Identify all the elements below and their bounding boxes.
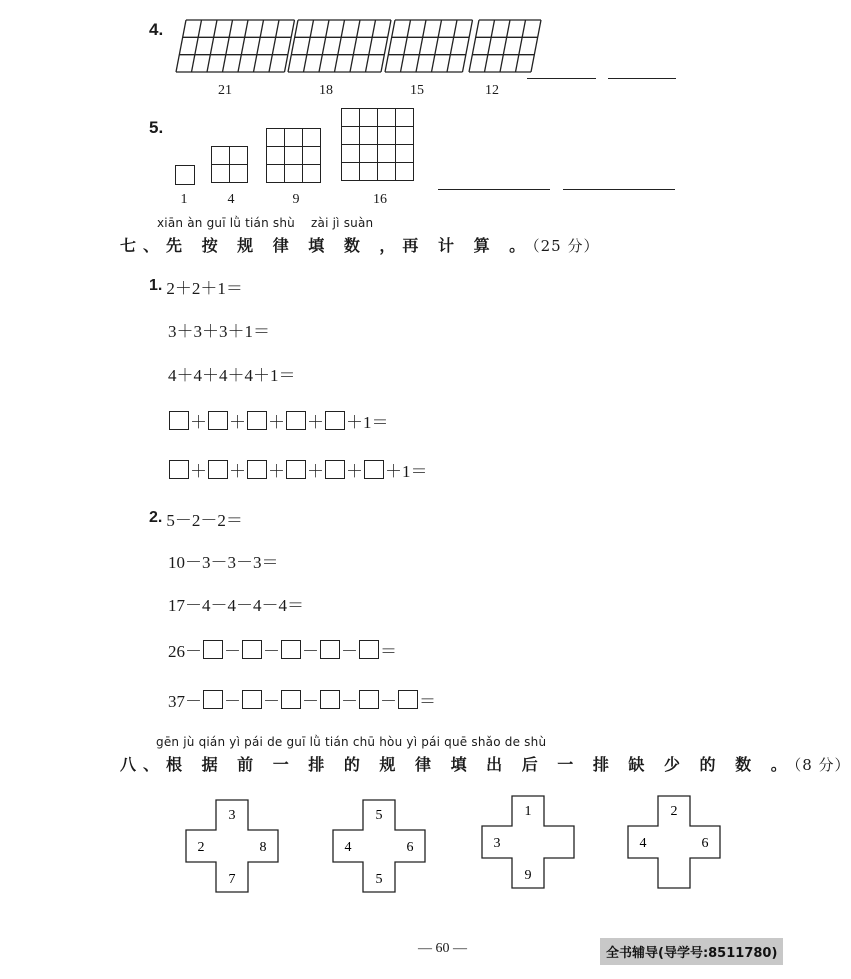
q4-grid-line	[366, 20, 376, 72]
s7-sub1-number: 1.	[149, 277, 163, 294]
page-number: — 60 —	[418, 941, 467, 956]
q4-caption-1: 21	[218, 83, 232, 98]
fill-box[interactable]	[242, 640, 262, 659]
fill-box[interactable]	[208, 411, 228, 430]
section7-pinyin: xiān àn guī lǜ tián shù zài jì suàn	[157, 216, 374, 230]
minus-sign: －	[341, 691, 358, 711]
q4-grid-line	[254, 20, 264, 72]
section7-title: 七、先 按 规 律 填 数 ，再 计 算 。	[120, 236, 533, 255]
s7-line-6	[149, 507, 243, 529]
q4-grid-line	[192, 20, 202, 72]
cross-1-right: 8	[259, 840, 267, 855]
minus-sign: －	[263, 691, 280, 711]
plus-sign: ＋	[229, 461, 246, 481]
cross-puzzle-2	[332, 799, 426, 893]
q4-answer-blank-2[interactable]	[608, 78, 676, 79]
cross-1-bottom: 7	[228, 872, 236, 887]
q4-grid-line	[401, 20, 411, 72]
plus-sign: ＋	[268, 461, 285, 481]
q4-grid-line	[516, 20, 526, 72]
q4-grid-line	[319, 20, 329, 72]
s7-line-4	[168, 409, 389, 431]
q5-grid-4x4	[341, 108, 414, 181]
cross-4-right: 6	[701, 836, 709, 851]
fill-box[interactable]	[169, 460, 189, 479]
s7-expr: 2＋2＋1＝	[166, 278, 243, 298]
q4-grid-line	[176, 20, 186, 72]
fill-box[interactable]	[286, 411, 306, 430]
q4-grid-line	[447, 20, 457, 72]
cross-2-top: 5	[375, 808, 383, 823]
section7-heading	[120, 233, 600, 256]
q5-answer-blank-1[interactable]	[438, 189, 550, 190]
s7-line-7	[168, 549, 279, 571]
minus-sign: －	[224, 641, 241, 661]
start-expr: 26－	[168, 641, 202, 661]
fill-box[interactable]	[325, 411, 345, 430]
q4-grid-line	[238, 20, 248, 72]
minus-sign: －	[341, 641, 358, 661]
fill-box[interactable]	[281, 640, 301, 659]
section8-heading	[120, 752, 851, 775]
minus-sign: －	[380, 691, 397, 711]
fill-box[interactable]	[325, 460, 345, 479]
s7-line-9	[168, 638, 397, 660]
cross-1-top: 3	[228, 808, 236, 823]
q4-grid-line	[350, 20, 360, 72]
fill-box[interactable]	[320, 690, 340, 709]
fill-box[interactable]	[169, 411, 189, 430]
minus-sign: －	[263, 641, 280, 661]
cross-puzzle-3[interactable]	[481, 795, 575, 889]
fill-box[interactable]	[359, 690, 379, 709]
q5-grid-1x1	[175, 165, 195, 185]
q4-grid-line	[531, 20, 541, 72]
s7-line-2	[168, 318, 270, 340]
plus-sign: ＋	[190, 461, 207, 481]
start-expr: 37－	[168, 691, 202, 711]
s7-expr: 17－4－4－4－4＝	[168, 595, 304, 615]
s7-line-3	[168, 362, 296, 384]
fill-box[interactable]	[247, 460, 267, 479]
cross-2-bottom: 5	[375, 872, 383, 887]
s7-expr: 4＋4＋4＋4＋1＝	[168, 365, 296, 385]
cross-puzzle-4[interactable]	[627, 795, 721, 889]
fill-box[interactable]	[320, 640, 340, 659]
q4-grid-line	[416, 20, 426, 72]
section8-score: （8 分）	[793, 756, 851, 774]
tail-expr: ＋1＝	[385, 461, 428, 481]
cross-2-left: 4	[344, 840, 352, 855]
footer-badge: 全书辅导(导学号:8511780)	[600, 938, 783, 965]
minus-sign: －	[302, 691, 319, 711]
q4-grid-line	[304, 20, 314, 72]
minus-sign: －	[302, 641, 319, 661]
plus-sign: ＋	[307, 412, 324, 432]
q5-answer-blank-2[interactable]	[563, 189, 675, 190]
section8-title: 八、根 据 前 一 排 的 规 律 填 出 后 一 排 缺 少 的 数 。	[120, 755, 794, 774]
q4-caption-2: 18	[319, 83, 333, 98]
q4-number: 4.	[149, 20, 164, 39]
fill-box[interactable]	[359, 640, 379, 659]
s7-line-1	[149, 275, 243, 297]
s7-expr: 10－3－3－3＝	[168, 552, 279, 572]
fill-box[interactable]	[208, 460, 228, 479]
section8-pinyin: gēn jù qián yì pái de guī lǜ tián chū hòu yì pái quē shǎo de shù	[156, 735, 547, 749]
fill-box[interactable]	[286, 460, 306, 479]
cross-3-left: 3	[493, 836, 501, 851]
cross-4-top: 2	[670, 804, 678, 819]
q4-grid-line	[223, 20, 233, 72]
plus-sign: ＋	[190, 412, 207, 432]
cross-2-right: 6	[406, 840, 414, 855]
s7-line-8	[168, 592, 304, 614]
s7-line-10	[168, 688, 436, 710]
section7-score: （25 分）	[532, 237, 600, 255]
s7-expr: 5－2－2＝	[166, 510, 243, 530]
fill-box[interactable]	[203, 690, 223, 709]
fill-box[interactable]	[398, 690, 418, 709]
q4-answer-blank-1[interactable]	[527, 78, 596, 79]
q5-caption-2: 4	[227, 192, 235, 207]
q4-grid-line	[485, 20, 495, 72]
q4-grid-line	[269, 20, 279, 72]
q5-number: 5.	[149, 118, 164, 137]
fill-box[interactable]	[281, 690, 301, 709]
s7-line-5	[168, 458, 428, 480]
q4-caption-3: 15	[410, 83, 424, 98]
cross-3-top: 1	[524, 804, 532, 819]
q4-grid-line	[335, 20, 345, 72]
q5-grid-3x3	[266, 128, 321, 183]
equals-sign: ＝	[419, 691, 436, 711]
q5-grid-2x2	[211, 146, 248, 183]
plus-sign: ＋	[346, 461, 363, 481]
cross-1-left: 2	[197, 840, 205, 855]
cross-puzzle-1	[185, 799, 279, 893]
equals-sign: ＝	[380, 641, 397, 661]
q5-caption-4: 16	[373, 192, 387, 207]
plus-sign: ＋	[307, 461, 324, 481]
plus-sign: ＋	[229, 412, 246, 432]
q4-caption-4: 12	[485, 83, 499, 98]
plus-sign: ＋	[268, 412, 285, 432]
fill-box[interactable]	[203, 640, 223, 659]
fill-box[interactable]	[242, 690, 262, 709]
q4-grid-line	[500, 20, 510, 72]
s7-sub2-number: 2.	[149, 509, 163, 526]
q4-grid-line	[207, 20, 217, 72]
minus-sign: －	[224, 691, 241, 711]
tail-expr: ＋1＝	[346, 412, 389, 432]
q5-caption-3: 9	[292, 192, 300, 207]
fill-box[interactable]	[364, 460, 384, 479]
cross-3-bottom: 9	[524, 868, 532, 883]
q5-caption-1: 1	[180, 192, 188, 207]
s7-expr: 3＋3＋3＋1＝	[168, 321, 270, 341]
q4-grid-line	[432, 20, 442, 72]
fill-box[interactable]	[247, 411, 267, 430]
cross-4-left: 4	[639, 836, 647, 851]
